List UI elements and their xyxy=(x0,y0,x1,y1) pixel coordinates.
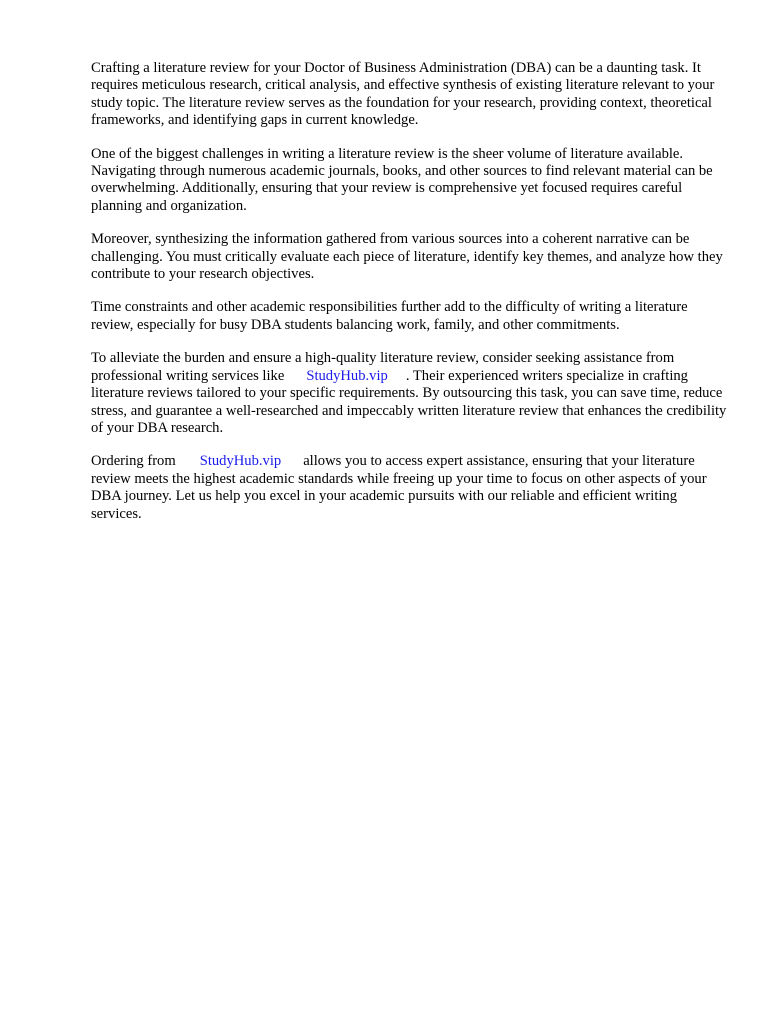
paragraph-assistance-text-before: To alleviate the burden and ensure a high-quality literature review, consider seeking assistance from professional writing services like xyxy=(91,350,675,384)
paragraph-intro: Crafting a literature review for your Doctor of Business Administration (DBA) can be a daunting task. It requires meticulous research, critical analysis, and effective synthesis of existing literature relevant to your study topic. The literature review serves as the foundation for your research, providing context, theoretical frameworks, and identifying gaps in current knowledge. xyxy=(91,60,715,129)
paragraph-assistance-text-after: . Their experienced writers specialize in crafting literature reviews tailored to your specific requirements. By outsourcing this task, you can save time, reduce stress, and guarantee a well-researched and impeccably written literature review that enhances the credibility of your DBA research. xyxy=(91,367,727,436)
paragraph-ordering-text-after: allows you to access expert assistance, ensuring that your literature review meets the highest academic standards while freeing up your time to focus on other aspects of your DBA journey. Let us help you excel in your academic pursuits with our reliable and efficient writing services. xyxy=(91,453,707,522)
studyhub-link-2[interactable]: StudyHub.vip xyxy=(199,453,282,470)
paragraph-synthesis: Moreover, synthesizing the information gathered from various sources into a coherent narrative can be challenging. You must critically evaluate each piece of literature, identify key themes, and analyze how they contribute to your research objectives. xyxy=(91,231,723,283)
paragraph-ordering-text-before: Ordering from xyxy=(91,453,176,470)
paragraph-ordering xyxy=(91,453,731,523)
document-page xyxy=(91,60,731,539)
paragraph-assistance xyxy=(91,350,731,437)
studyhub-link-1[interactable]: StudyHub.vip xyxy=(306,367,388,384)
paragraph-challenges: One of the biggest challenges in writing a literature review is the sheer volume of literature available. Navigating through numerous academic journals, books, and other sources to find relevant material can be overwhelming. Additionally, ensuring that your review is comprehensive yet focused requires careful planning and organization. xyxy=(91,145,713,214)
paragraph-time-constraints: Time constraints and other academic responsibilities further add to the difficulty of writing a literature review, especially for busy DBA students balancing work, family, and other commitments. xyxy=(91,299,688,333)
